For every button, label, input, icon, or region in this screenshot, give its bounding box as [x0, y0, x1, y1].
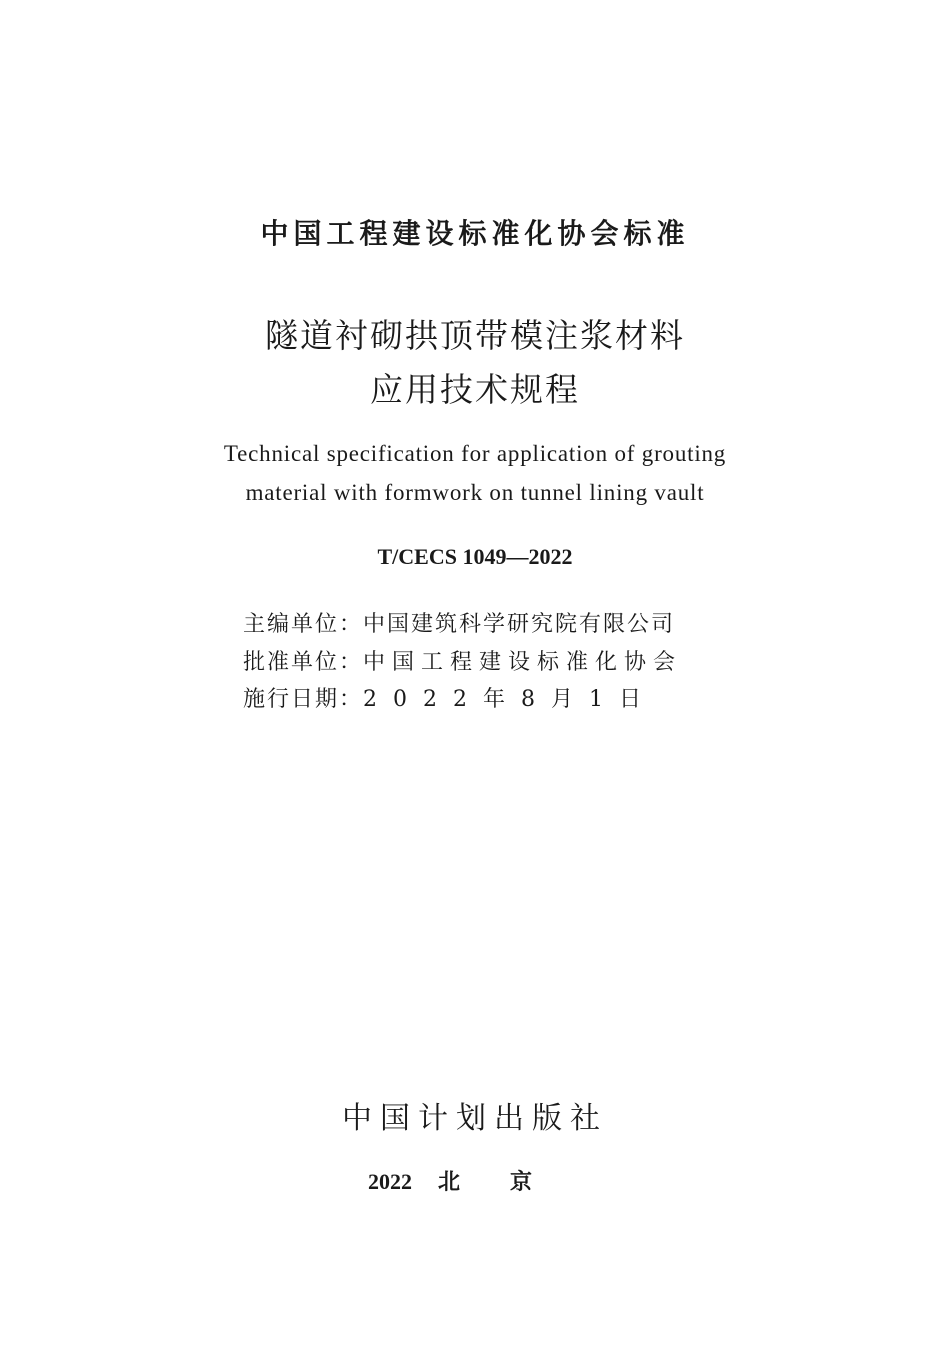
publisher-name: 中国计划出版社: [342, 1101, 608, 1136]
chief-editor-value: 中国建筑科学研究院有限公司: [363, 611, 676, 637]
imprint-city: 北京: [437, 1170, 582, 1195]
english-title-line2: material with formwork on tunnel lining vault: [245, 480, 705, 505]
chief-editor-row: [243, 607, 675, 637]
approver-label: 批准单位：: [243, 649, 364, 675]
approver-value: 中国工程建设标准化协会: [363, 649, 683, 675]
effective-date-value: 2022年8月1日: [363, 686, 657, 712]
document-title-line2: 应用技术规程: [370, 370, 580, 409]
effective-date-row: [243, 682, 657, 712]
effective-date-label: 施行日期：: [243, 686, 364, 712]
imprint-year: 2022: [367, 1169, 412, 1194]
org-standard-heading: 中国工程建设标准化协会标准: [260, 217, 690, 250]
standard-code: T/CECS 1049—2022: [377, 544, 573, 569]
english-title-line1: Technical specification for application of grouting: [223, 441, 727, 466]
chief-editor-label: 主编单位：: [243, 611, 364, 637]
document-title-line1: 隧道衬砌拱顶带模注浆材料: [265, 316, 685, 355]
approver-row: [243, 645, 682, 675]
imprint-line: [0, 1165, 950, 1196]
